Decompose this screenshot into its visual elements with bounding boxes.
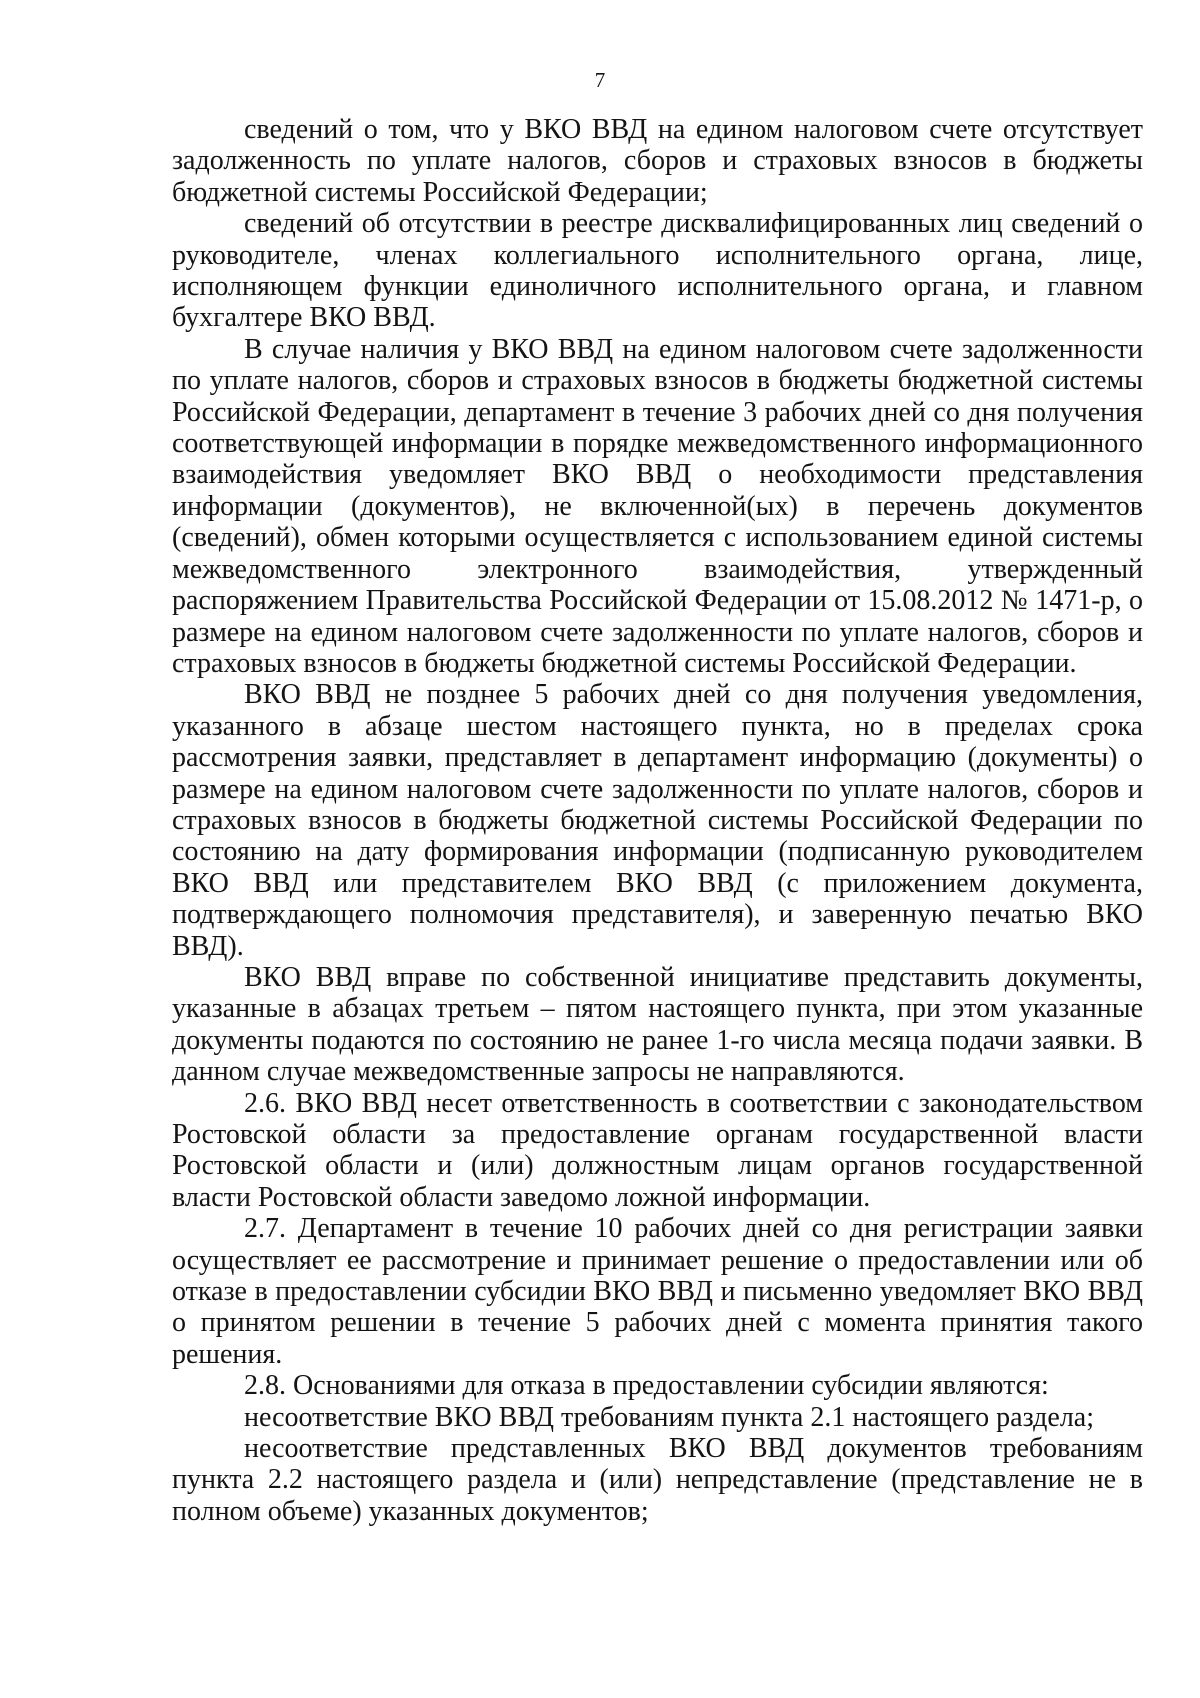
paragraph-2-8-refusal-grounds: 2.8. Основаниями для отказа в предоставлении субсидии являются: [244,1370,1049,1402]
paragraph-debt-notification: В случае наличия у ВКО ВВД на едином налоговом счете задолженности по уплате налогов, сборов и страховых взносов в бюджеты бюджетной системы Российской Федерации, департамент в течение 3 рабочих дней со дня получения соответствующей информации в порядке межведомственного информационного взаимодействия уведомляет ВКО ВВД о необходимости представления информации (документов), не включенной(ых) в перечень документов (сведений), обмен которыми осуществляется с использованием единой системы межведомственного электронного взаимодействия, утвержденный распоряжением Правительства Российской Федерации от 15.08.2012 № 1471-р, о размере на едином налоговом счете задолженности по уплате налогов, сборов и страховых взносов в бюджеты бюджетной системы Российской Федерации. [172,333,1143,679]
paragraph-debt-information-submission: ВКО ВВД не позднее 5 рабочих дней со дня получения уведомления, указанного в абзаце шестом настоящего пункта, но в пределах срока рассмотрения заявки, представляет в департамент информацию (документы) о размере на едином налоговом счете задолженности по уплате налогов, сборов и страховых взносов в бюджеты бюджетной системы Российской Федерации по состоянию на дату формирования информации (подписанную руководителем ВКО ВВД или представителем ВКО ВВД (с приложением документа, подтверждающего полномочия представителя), и заверенную печатью ВКО ВВД). [172,679,1143,962]
page-number: 7 [594,68,606,92]
paragraph-own-initiative: ВКО ВВД вправе по собственной инициативе представить документы, указанные в абзацах третьем – пятом настоящего пункта, при этом указанные документы подаются по состоянию не ранее 1-го числа месяца подачи заявки. В данном случае межведомственные запросы не направляются. [172,961,1143,1088]
paragraph-tax-debt-absence: сведений о том, что у ВКО ВВД на едином налоговом счете отсутствует задолженность по уплате налогов, сборов и страховых взносов в бюджеты бюджетной системы Российской Федерации; [172,114,1143,208]
paragraph-refusal-documents: несоответствие представленных ВКО ВВД документов требованиям пункта 2.2 настоящего раздела и (или) непредставление (представление не в полном объеме) указанных документов; [172,1433,1143,1527]
paragraph-2-6-responsibility: 2.6. ВКО ВВД несет ответственность в соответствии с законодательством Ростовской области за предоставление органам государственной власти Ростовской области и (или) должностным лицам органов государственной власти Ростовской области заведомо ложной информации. [172,1087,1143,1213]
paragraph-2-7-review: 2.7. Департамент в течение 10 рабочих дней со дня регистрации заявки осуществляет ее рассмотрение и принимает решение о предоставлении или об отказе в предоставлении субсидии ВКО ВВД и письменно уведомляет ВКО ВВД о принятом решении в течение 5 рабочих дней с момента принятия такого решения. [172,1213,1143,1370]
paragraph-refusal-requirements: несоответствие ВКО ВВД требованиям пункта 2.1 настоящего раздела; [244,1401,1094,1433]
document-body [172,114,1143,1527]
paragraph-disqualified-registry: сведений об отсутствии в реестре дисквалифицированных лиц сведений о руководителе, членах коллегиального исполнительного органа, лице, исполняющем функции единоличного исполнительного органа, и главном бухгалтере ВКО ВВД. [172,208,1143,334]
